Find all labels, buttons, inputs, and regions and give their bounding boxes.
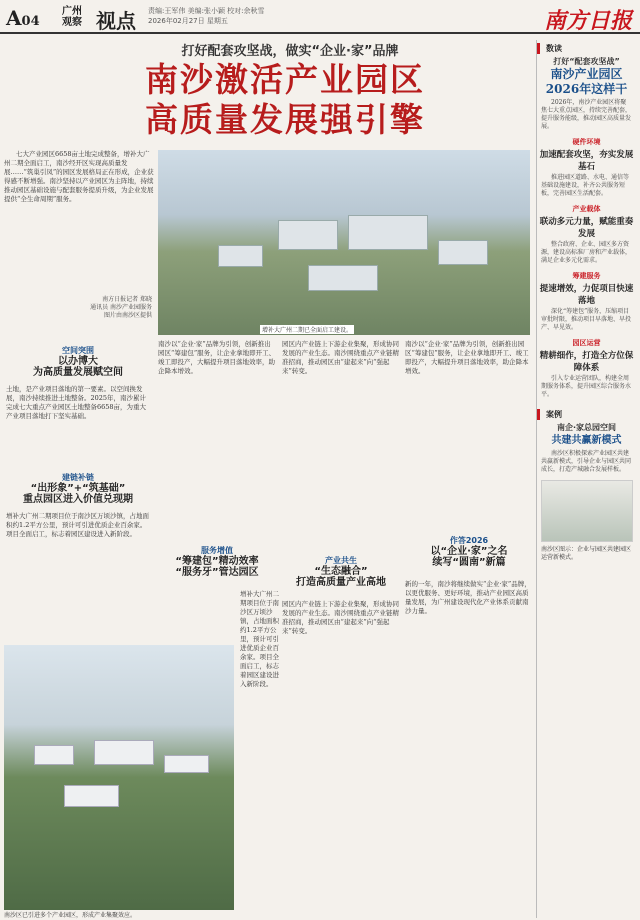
subhead-chain: 建链补链 “出形象”+“筑基础” 重点园区进入价值兑现期 [23, 473, 133, 505]
rail-tag: 数读 [537, 43, 636, 54]
rail-text: 推进园区道路、水电、通信等基础设施建设，补齐公共服务短板，完善园区生活配套。 [541, 174, 630, 197]
rail-text: 深化“筹建包”服务，压缩项目审批时限，推动项目早落地、早投产、早见效。 [541, 308, 632, 331]
case-caption: 南沙区图示：企业与园区共建园区运营新模式。 [541, 546, 632, 561]
case-title: 南企·家总园空间 [556, 423, 617, 432]
photo-caption: 增补大广州二期已全面启工建设。 [262, 327, 353, 334]
rail-text: 引入专业运营团队，构建全周期服务体系，提升园区综合服务水平。 [541, 375, 632, 398]
rail-subhead: 产业载体 联动多元力量，赋能重奏发展 [539, 205, 634, 239]
rail-subhead: 硬件环境 加速配套攻坚，夯实发展基石 [539, 138, 634, 172]
section-title: 视点 [96, 9, 136, 33]
article-kicker: 打好配套攻坚战，做实“企业·家”品牌 [181, 44, 399, 59]
subhead-service: 服务增值 “筹建包”精动效率 “服务牙”管达园区 [175, 546, 259, 578]
article-column: 增补大广州二期项目位于南沙区万顷沙镇，占地面积约1.2平方公里，预计可引进优质企业百余家。项目全面启工，标志着园区建设进入新阶段。 [240, 590, 279, 688]
rail-intro: 2026年，南沙产业园区将聚焦七大重点园区，持续完善配套，提升服务能级，推动园区高质量发展。 [541, 99, 632, 130]
subhead-ecosystem: 产业共生 “生态融合” 打造高质量产业高地 [296, 556, 386, 588]
park-photo [4, 645, 234, 910]
page-header [0, 0, 640, 34]
article-title: 南沙激活产业园区 高质量发展强引擎 [145, 60, 425, 139]
case-photo [541, 480, 633, 542]
article-column: 新的一年，南沙将继续做实“企业·家”品牌，以更优服务、更好环境，推动产业园区高质量发展，为广州建设现代化产业体系贡献南沙力量。 [405, 580, 531, 615]
subhead-space: 空间突围 以办博大 为高质量发展赋空间 [33, 346, 123, 378]
rail-title: 南沙产业园区 2026年这样干 [545, 67, 628, 96]
case-title-main: 共建共赢新模式 [551, 435, 622, 446]
article-column: 增补大广州二期项目位于南沙区万顷沙镇，占地面积约1.2平方公里，预计可引进优质企业百余家。项目全面启工，标志着园区建设进入新阶段。 [6, 512, 149, 538]
photo-caption: 南沙区已引进多个产业园区，形成产业集聚效应。 [4, 912, 137, 919]
rail-text: 整合政府、企业、园区多方资源，建设高标准厂房和产业载体，满足企业多元化需求。 [541, 241, 632, 264]
rail-kicker: 打好“配套攻坚战” [553, 57, 620, 66]
aerial-photo [158, 150, 530, 335]
section-label: 广州观察 [62, 6, 82, 28]
article-column: 南沙以“企业·家”品牌为引领，创新推出园区“筹建包”服务，让企业拿地即开工、竣工即投产，大幅提升项目落地效率，助企降本增效。 [158, 340, 276, 375]
rail-subhead: 筹建服务 提速增效，力促项目快速落地 [539, 272, 634, 306]
case-text: 南沙区积极探索产业园区共建共赢新模式，引导企业与园区共同成长，打造产城融合发展样板。 [541, 450, 632, 473]
article-column: 园区内产业链上下游企业集聚，形成协同发展的产业生态。南沙围绕重点产业链精准招商，推动园区由“建起来”向“强起来”转变。 [282, 600, 399, 635]
page-number: A04 [6, 6, 40, 30]
byline: 南方日报记者 郑晓 通讯员 南沙产业园服务 图片由南沙区提供 [90, 296, 152, 319]
rail-subhead: 园区运营 精耕细作，打造全方位保障体系 [539, 339, 634, 373]
right-rail [536, 40, 636, 918]
article-column: 南沙以“企业·家”品牌为引领，创新推出园区“筹建包”服务，让企业拿地即开工、竣工即投产，大幅提升项目落地效率，助企降本增效。 [405, 340, 529, 375]
article-lead: 七大产业园区6658亩土地完成整备，增补大广州二期全面启工，南沙经开区实现高质量发展……“筑巢引凤”的园区发展格局正在形成，企业获得感不断增强。南沙坚持以产业园区为主阵地，持续推动园区基础设施与配套服务提质升级，为企业发展提供“全生命周期”服务。 [4, 150, 154, 203]
article-column: 园区内产业链上下游企业集聚，形成协同发展的产业生态。南沙围绕重点产业链精准招商，推动园区由“建起来”向“强起来”转变。 [282, 340, 399, 375]
subhead-2026: 作答2026 以“企业·家”之名 续写“圆南”新篇 [430, 536, 508, 568]
editor-meta: 责编:王军伟 美编:张小颖 校对:余秋雪 2026年02月27日 星期五 [148, 7, 265, 25]
newspaper-logo: 南方日报 [543, 8, 632, 34]
article-column: 土地，是产业项目落地的第一要素。以空间换发展，南沙持续推进土地整备。2025年，南沙累计完成七大重点产业园区土地整备6658亩，为重大产业项目落地打下坚实基础。 [6, 385, 147, 420]
rail-tag: 案例 [537, 409, 636, 420]
